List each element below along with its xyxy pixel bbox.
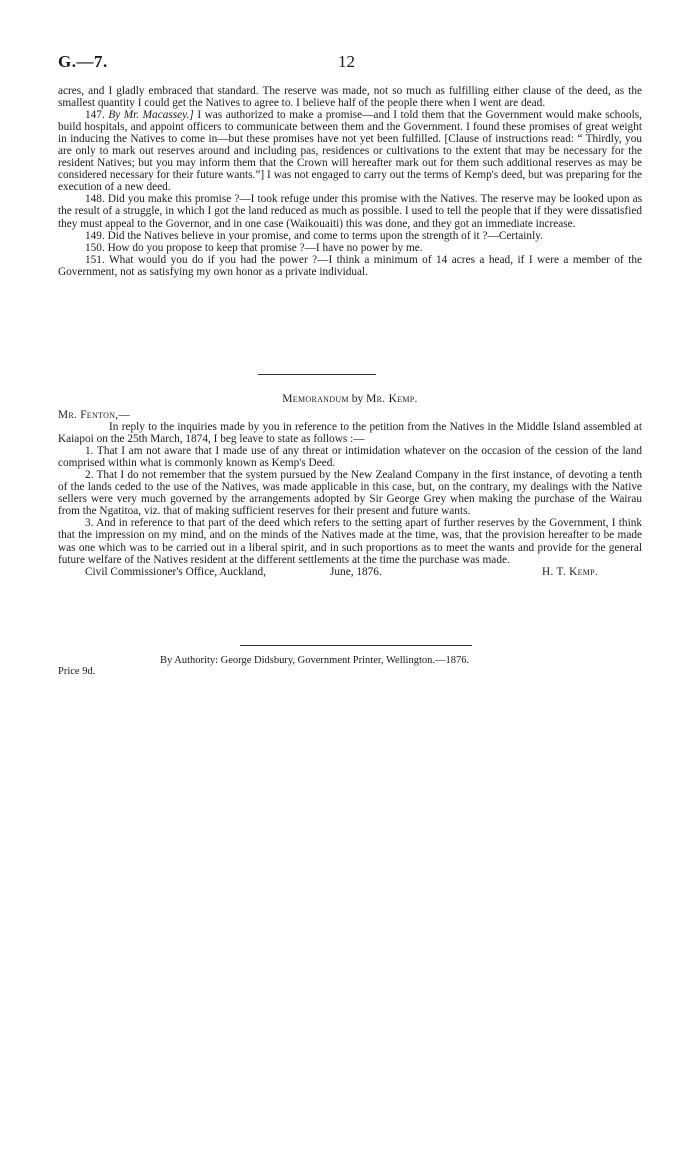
memorandum-by: by — [351, 393, 364, 405]
question-147 — [58, 109, 642, 193]
section-divider — [258, 374, 376, 375]
evidence-section — [58, 85, 642, 278]
page-number: 12 — [338, 52, 355, 71]
footer-divider — [240, 645, 472, 646]
document-code: G.—7. — [58, 52, 108, 71]
page-header — [58, 52, 642, 76]
signature-line — [58, 566, 642, 578]
salutation: Mr. Fenton,— — [58, 409, 130, 421]
question-151: 151. What would you do if you had the power ?—I think a minimum of 14 acres a head, if I were a member of the Government, not as satisfying my own honor as a private individual. — [58, 253, 642, 278]
memorandum-point-3: 3. And in reference to that part of the deed which refers to the setting apart of further reserves by the Government, I think that the impression on my mind, and on the minds of the Natives made at the time, was, that the provision hereafter to be made was one which was to be carried out in a liberal spirit, and in such proportions as to meet the wants and provide for the general future welfare of the Natives resident at the different settlements at the time the purchase was made. — [58, 517, 642, 566]
memorandum-date: June, 1876. — [330, 565, 382, 578]
question-148: 148. Did you make this promise ?—I took refuge under this promise with the Natives. The reserve may be looked upon as the result of a struggle, in which I got the land reduced as much as possible. I used to tell the people that if they were dissatisfied they must appeal to the Governor, and in one case (Waikouaiti) this was done, and they got an immediate increase. — [58, 193, 642, 230]
question-number: 147. — [85, 109, 105, 122]
memorandum-title — [0, 393, 700, 405]
office-location: Civil Commissioner's Office, Auckland, — [85, 565, 266, 578]
memorandum-intro: In reply to the inquiries made by you in reference to the petition from the Natives in the Middle Island assembled at Kaiapoi on the 25th March, 1874, I beg leave to state as follows :— — [58, 421, 642, 446]
memorandum-body — [58, 409, 642, 578]
memorandum-point-2: 2. That I do not remember that the system pursued by the New Zealand Company in the first instance, of devoting a tenth of the lands ceded to the use of the Natives, was made applicable in this case, but, on the contrary, my dealings with the Native sellers were very much governed by the arrangements adopted by Sir George Grey when making the purchase of the Wairau from the Ngatitoa, viz. that of making sufficient reserves for their present and future wants. — [58, 469, 642, 518]
continuation-paragraph: acres, and I gladly embraced that standard. The reserve was made, not so much as fulfilling either clause of the deed, as the smallest quantity I could get the Natives to agree to. I believe half of the people there when I went are dead. — [58, 85, 642, 110]
question-149: 149. Did the Natives believe in your promise, and come to terms upon the strength of it ?—Certainly. — [85, 229, 543, 242]
examiner-note: By Mr. Macassey.] — [108, 109, 194, 122]
memorandum-heading: Memorandum — [282, 393, 349, 405]
memorandum-author: Mr. Kemp. — [366, 393, 418, 405]
memorandum-point-1: 1. That I am not aware that I made use of any threat or intimidation whatever on the occasion of the cession of the land comprised within what is commonly known as Kemp's Deed. — [58, 445, 642, 470]
printer-authority: By Authority: George Didsbury, Government Printer, Wellington.—1876. — [160, 655, 470, 666]
question-150: 150. How do you propose to keep that promise ?—I have no power by me. — [85, 241, 423, 254]
price-note: Price 9d. — [58, 666, 96, 677]
answer-text: I was authorized to make a promise—and I told them that the Government would make schools, build hospitals, and appoint officers to communicate between them and the Government. I found these promises of great weight in inducing the Natives to come in—but these promises have not yet been fulfilled. [Clause of instructions read: “ Thirdly, you are only to mark out reserves around and including pas, residences or cultivations to the extent that may be necessary for the resident Natives; but you may inform them that the Crown will hereafter mark out for them such additional reserves as may be considered necessary for their future wants.”] I was not engaged to carry out the terms of Kemp's deed, but was preparing for the execution of a new deed. — [58, 109, 642, 194]
signature: H. T. Kemp. — [542, 565, 599, 578]
